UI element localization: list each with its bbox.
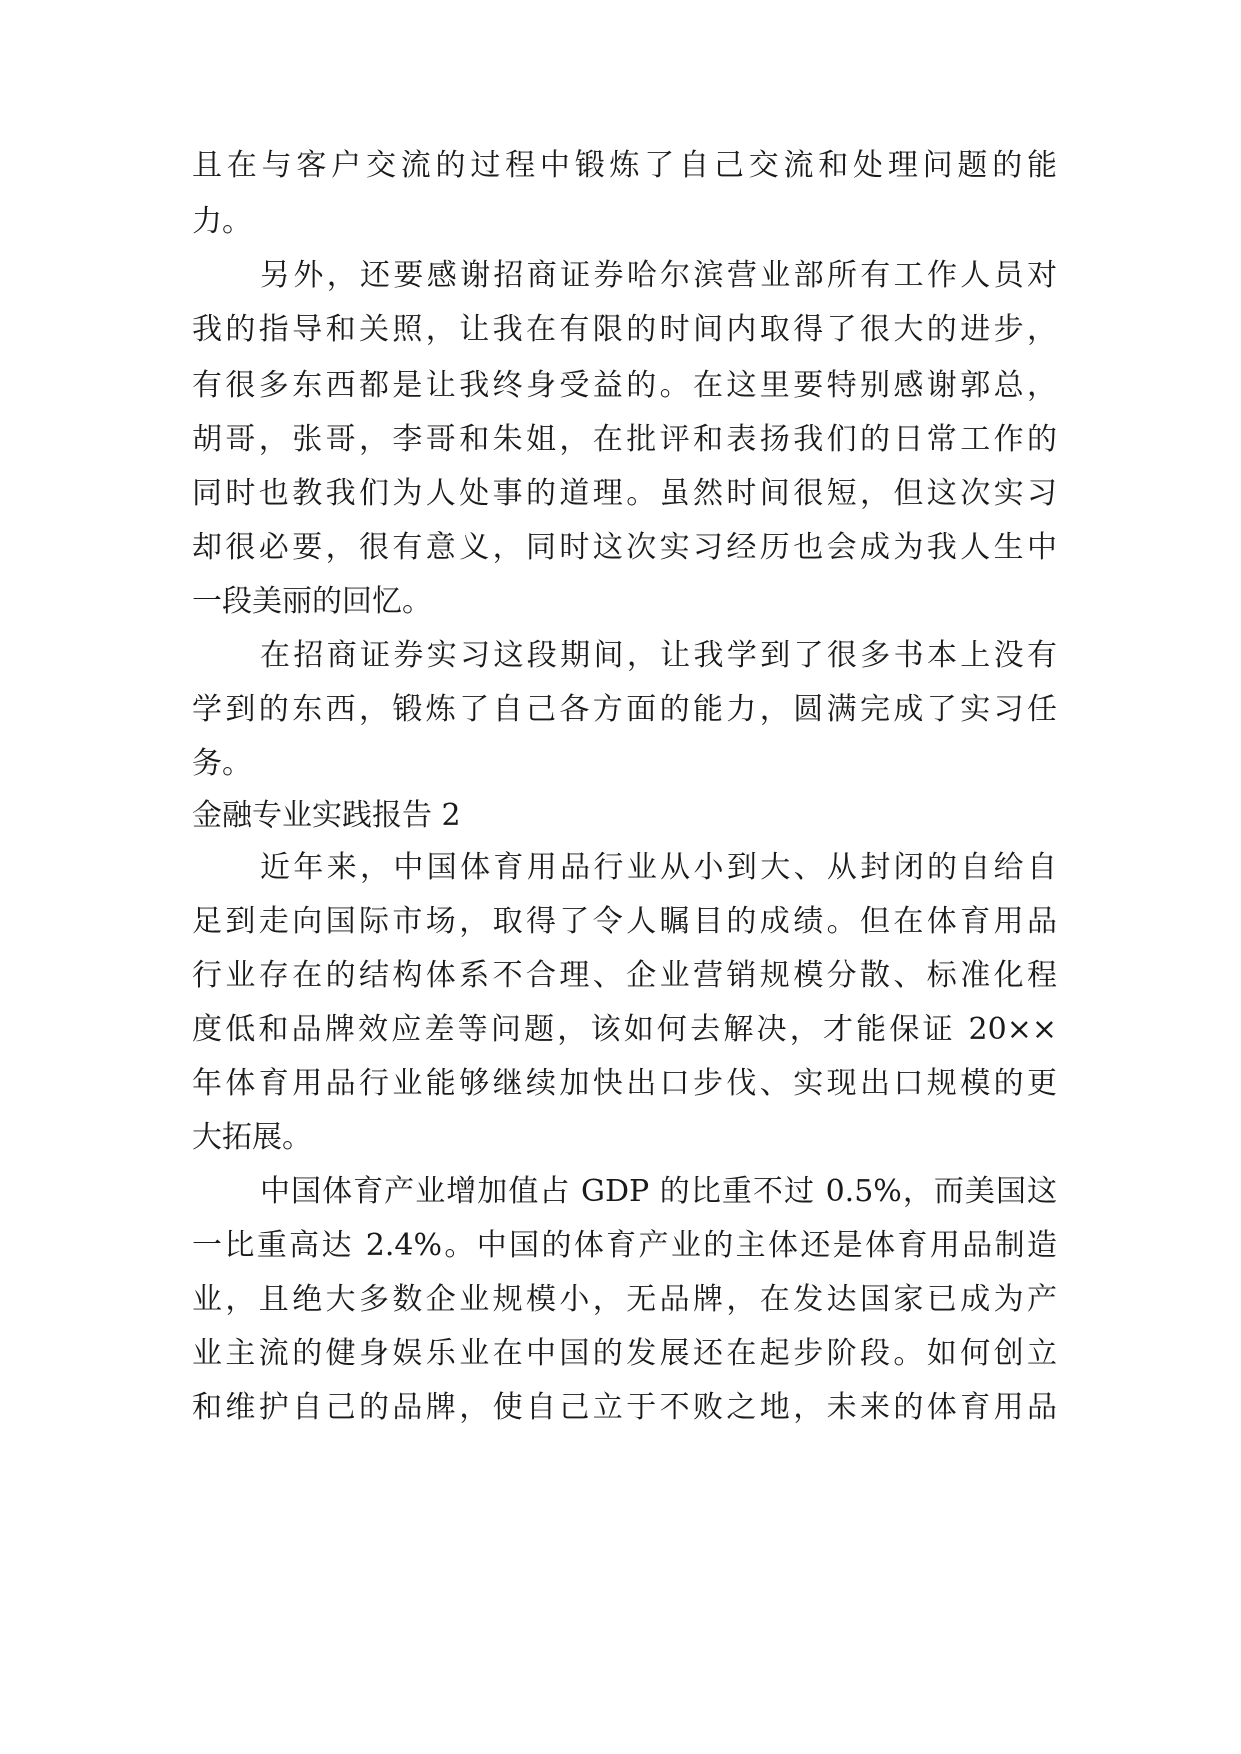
text-line: 同时也教我们为人处事的道理。虽然时间很短，但这次实习 xyxy=(192,476,1057,511)
text-line: 胡哥，张哥，李哥和朱姐，在批评和表扬我们的日常工作的 xyxy=(192,422,1057,457)
text-line: 学到的东西，锻炼了自己各方面的能力，圆满完成了实习任 xyxy=(192,692,1057,727)
text-line: 足到走向国际市场，取得了令人瞩目的成绩。但在体育用品 xyxy=(192,904,1057,939)
paragraph-start-line: 中国体育产业增加值占 GDP 的比重不过 0.5%，而美国这 xyxy=(260,1174,1057,1209)
text-line: 业，且绝大多数企业规模小，无品牌，在发达国家已成为产 xyxy=(192,1282,1057,1317)
text-line: 一比重高达 2.4%。中国的体育产业的主体还是体育用品制造 xyxy=(192,1228,1057,1263)
text-line: 且在与客户交流的过程中锻炼了自己交流和处理问题的能 xyxy=(192,148,1057,183)
text-line: 务。 xyxy=(192,746,252,781)
paragraph-start-line: 另外，还要感谢招商证券哈尔滨营业部所有工作人员对 xyxy=(260,258,1057,293)
text-line: 大拓展。 xyxy=(192,1120,312,1155)
text-line: 业主流的健身娱乐业在中国的发展还在起步阶段。如何创立 xyxy=(192,1336,1057,1371)
section-heading: 金融专业实践报告 2 xyxy=(192,798,461,833)
text-line: 却很必要，很有意义，同时这次实习经历也会成为我人生中 xyxy=(192,530,1057,565)
text-line: 有很多东西都是让我终身受益的。在这里要特别感谢郭总， xyxy=(192,368,1057,403)
text-line: 一段美丽的回忆。 xyxy=(192,584,432,619)
text-line: 我的指导和关照，让我在有限的时间内取得了很大的进步， xyxy=(192,312,1057,347)
text-line: 年体育用品行业能够继续加快出口步伐、实现出口规模的更 xyxy=(192,1066,1057,1101)
paragraph-start-line: 近年来，中国体育用品行业从小到大、从封闭的自给自 xyxy=(260,850,1057,885)
text-line: 行业存在的结构体系不合理、企业营销规模分散、标准化程 xyxy=(192,958,1057,993)
paragraph-start-line: 在招商证券实习这段期间，让我学到了很多书本上没有 xyxy=(260,638,1057,673)
text-line: 力。 xyxy=(192,204,252,239)
text-line: 和维护自己的品牌，使自己立于不败之地，未来的体育用品 xyxy=(192,1390,1057,1425)
text-line: 度低和品牌效应差等问题，该如何去解决，才能保证 20×× xyxy=(192,1012,1057,1047)
